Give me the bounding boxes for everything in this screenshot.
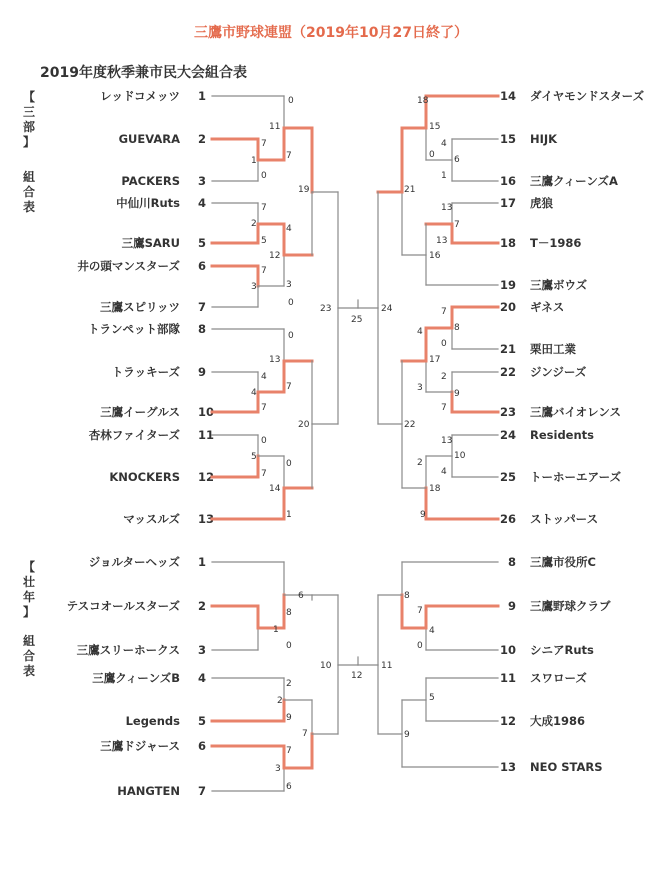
s2-left-team-name: テスコオールスターズ: [66, 599, 180, 613]
left-team-number: 6: [198, 259, 207, 273]
left-team-number: 9: [198, 365, 207, 379]
s2-right-team-number: 8: [507, 555, 516, 569]
score-label: 3: [251, 282, 257, 292]
s2-left-team-number: 4: [198, 671, 207, 685]
score-label: 1: [251, 156, 257, 166]
right-team-number: 25: [499, 470, 516, 484]
right-team-name: 栗田工業: [530, 342, 576, 356]
score-label: 9: [286, 713, 292, 723]
left-team-name: PACKERS: [121, 174, 180, 188]
right-team-name: HIJK: [530, 132, 558, 146]
score-label: 7: [261, 266, 267, 276]
right-team-number: 18: [499, 236, 516, 250]
right-team-name: ジンジーズ: [530, 365, 587, 379]
s2-left-team-number: 3: [198, 643, 207, 657]
score-label: 5: [261, 236, 267, 246]
bracket-subtitle: 2019年度秋季兼市民大会組合表: [40, 65, 247, 81]
s2-left-team-name: 三鷹ドジャース: [100, 739, 180, 753]
left-team-number: 1: [198, 89, 207, 103]
score-label: 12: [269, 251, 281, 261]
right-team-name: 三鷹クィーンズA: [530, 174, 618, 188]
score-label: 7: [286, 382, 292, 392]
s2-right-team-name: NEO STARS: [530, 760, 603, 774]
score-label: 20: [298, 420, 310, 430]
score-label: 5: [429, 693, 435, 703]
score-label: 6: [286, 782, 292, 792]
s2-right-team-name: 三鷹野球クラブ: [530, 599, 611, 613]
score-label: 17: [429, 355, 441, 365]
section1-label-char: 合: [22, 185, 35, 199]
page-title: 三鷹市野球連盟（2019年10月27日終了）: [194, 25, 468, 41]
score-label: 4: [286, 224, 292, 234]
score-label: 13: [269, 355, 281, 365]
score-label: 11: [381, 661, 393, 671]
right-team-name: ダイヤモンドスターズ: [530, 89, 645, 103]
section2-label-char: 組: [22, 634, 35, 648]
score-label: 7: [261, 203, 267, 213]
right-team-number: 23: [499, 405, 516, 419]
s2-right-team-number: 9: [507, 599, 516, 613]
left-team-name: トラッキーズ: [111, 365, 180, 379]
score-label: 10: [320, 661, 332, 671]
score-label: 4: [429, 626, 435, 636]
left-team-number: 13: [198, 512, 215, 526]
s2-right-team-number: 13: [499, 760, 516, 774]
score-label: 7: [286, 746, 292, 756]
score-label: 7: [417, 606, 423, 616]
final-score-label: 12: [351, 671, 363, 681]
section1-label-char: 表: [22, 200, 35, 214]
right-team-number: 16: [499, 174, 516, 188]
s2-right-team-name: 三鷹市役所C: [530, 555, 596, 569]
right-team-name: トーホーエアーズ: [530, 470, 622, 484]
score-label: 22: [404, 420, 416, 430]
score-label: 9: [404, 730, 410, 740]
left-team-name: 杏林ファイターズ: [88, 428, 180, 442]
score-label: 2: [286, 679, 292, 689]
s2-left-team-name: Legends: [125, 714, 180, 728]
score-label: 6: [454, 155, 460, 165]
score-label: 10: [454, 451, 466, 461]
left-team-name: 三鷹スピリッツ: [99, 300, 180, 314]
section2-label-char: 年: [22, 590, 35, 604]
score-label: 7: [261, 469, 267, 479]
score-label: 0: [441, 339, 447, 349]
right-team-number: 21: [499, 342, 516, 356]
section1-label-char: 部: [22, 120, 35, 134]
left-team-name: 三鷹SARU: [121, 236, 180, 250]
score-label: 4: [417, 327, 423, 337]
score-label: 0: [286, 459, 292, 469]
left-team-number: 12: [198, 470, 215, 484]
score-label: 6: [298, 591, 304, 601]
right-team-name: 三鷹ボウズ: [530, 278, 588, 292]
score-label: 8: [454, 323, 460, 333]
left-team-number: 4: [198, 196, 207, 210]
s2-right-team-number: 11: [499, 671, 516, 685]
s2-left-team-name: ジョルターヘッズ: [88, 555, 180, 569]
score-label: 7: [261, 403, 267, 413]
s2-right-team-name: 大成1986: [530, 714, 586, 728]
score-label: 13: [441, 203, 453, 213]
score-label: 19: [298, 185, 310, 195]
score-label: 3: [275, 764, 281, 774]
score-label: 8: [286, 608, 292, 618]
s2-right-team-name: スワローズ: [530, 671, 587, 685]
s2-left-team-number: 5: [198, 714, 207, 728]
section1-label-char: 三: [22, 105, 35, 119]
right-team-number: 15: [499, 132, 516, 146]
score-label: 13: [441, 436, 453, 446]
score-label: 13: [436, 236, 448, 246]
left-team-number: 8: [198, 322, 207, 336]
score-label: 0: [429, 150, 435, 160]
score-label: 2: [417, 458, 423, 468]
score-label: 2: [277, 696, 283, 706]
s2-right-team-number: 10: [499, 643, 516, 657]
score-label: 0: [288, 331, 294, 341]
section1-label-char: 組: [22, 170, 35, 184]
s2-left-team-name: 三鷹スリーホークス: [76, 643, 180, 657]
score-label: 7: [302, 729, 308, 739]
left-team-name: トランペット部隊: [88, 322, 180, 336]
score-label: 18: [417, 96, 429, 106]
score-label: 3: [417, 383, 423, 393]
right-team-name: ギネス: [530, 300, 565, 314]
s2-left-team-number: 1: [198, 555, 207, 569]
score-label: 2: [441, 372, 447, 382]
right-team-name: 虎狼: [530, 196, 553, 210]
score-label: 0: [261, 436, 267, 446]
section2-label-char: 表: [22, 664, 35, 678]
right-team-name: Residents: [530, 428, 595, 442]
score-label: 7: [454, 220, 460, 230]
score-label: 3: [286, 280, 292, 290]
s2-left-team-number: 7: [198, 784, 207, 798]
score-label: 7: [441, 403, 447, 413]
score-label: 0: [288, 298, 294, 308]
left-team-name: マッスルズ: [123, 512, 180, 526]
left-team-name: KNOCKERS: [109, 470, 180, 484]
section2-label-char: 壮: [22, 575, 35, 589]
score-label: 1: [286, 510, 292, 520]
right-team-name: ストッパース: [530, 512, 599, 526]
left-team-number: 11: [198, 428, 215, 442]
right-team-number: 20: [499, 300, 516, 314]
score-label: 18: [429, 484, 441, 494]
s2-left-team-name: HANGTEN: [117, 784, 180, 798]
right-team-number: 14: [499, 89, 516, 103]
score-label: 9: [454, 389, 460, 399]
right-team-number: 26: [499, 512, 516, 526]
score-label: 0: [261, 171, 267, 181]
score-label: 4: [261, 372, 267, 382]
section2-label-char: 合: [22, 649, 35, 663]
score-label: 0: [417, 641, 423, 651]
s2-left-team-name: 三鷹クィーンズB: [92, 671, 180, 685]
score-label: 16: [429, 251, 441, 261]
s2-left-team-number: 2: [198, 599, 207, 613]
section2-label-char: 【: [22, 560, 35, 574]
s2-left-team-number: 6: [198, 739, 207, 753]
left-team-name: 三鷹イーグルス: [100, 405, 180, 419]
score-label: 7: [286, 151, 292, 161]
s2-right-team-name: シニアRuts: [530, 643, 594, 657]
left-team-number: 10: [198, 405, 215, 419]
score-label: 2: [251, 219, 257, 229]
score-label: 11: [269, 122, 281, 132]
right-team-name: 三鷹バイオレンス: [530, 405, 622, 419]
score-label: 8: [404, 591, 410, 601]
score-label: 21: [404, 185, 416, 195]
left-team-number: 5: [198, 236, 207, 250]
right-team-number: 24: [499, 428, 516, 442]
score-label: 0: [286, 641, 292, 651]
section2-label-char: 】: [22, 605, 35, 619]
final-score-label: 25: [351, 315, 363, 325]
score-label: 14: [269, 484, 281, 494]
left-team-name: 中仙川Ruts: [116, 196, 180, 210]
section1-label-char: 】: [22, 135, 35, 149]
score-label: 4: [441, 467, 447, 477]
score-label: 24: [381, 304, 393, 314]
score-label: 23: [320, 304, 332, 314]
score-label: 4: [441, 139, 447, 149]
score-label: 1: [441, 171, 447, 181]
left-team-number: 2: [198, 132, 207, 146]
left-team-number: 7: [198, 300, 207, 314]
right-team-number: 19: [499, 278, 516, 292]
score-label: 1: [273, 625, 279, 635]
left-team-number: 3: [198, 174, 207, 188]
section1-label-char: 【: [22, 90, 35, 104]
score-label: 15: [429, 122, 441, 132]
left-team-name: レッドコメッツ: [100, 89, 180, 103]
right-team-name: T－1986: [530, 236, 582, 250]
score-label: 5: [251, 452, 257, 462]
left-team-name: 井の頭マンスターズ: [77, 259, 180, 273]
left-team-name: GUEVARA: [118, 132, 180, 146]
right-team-number: 22: [499, 365, 516, 379]
score-label: 4: [251, 388, 257, 398]
score-label: 9: [420, 510, 426, 520]
s2-right-team-number: 12: [499, 714, 516, 728]
score-label: 7: [261, 139, 267, 149]
right-team-number: 17: [499, 196, 516, 210]
score-label: 7: [441, 307, 447, 317]
score-label: 0: [288, 96, 294, 106]
